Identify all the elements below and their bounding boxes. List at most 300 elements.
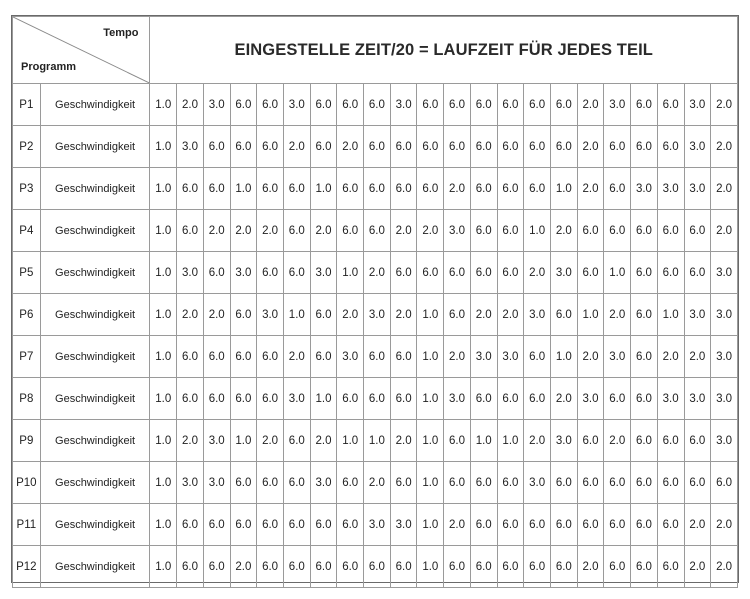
speed-value-cell: 6.0 bbox=[524, 126, 551, 168]
speed-value-cell: 6.0 bbox=[604, 546, 631, 588]
speed-value-cell: 6.0 bbox=[390, 252, 417, 294]
speed-value-cell: 2.0 bbox=[177, 84, 204, 126]
speed-value-cell: 6.0 bbox=[257, 378, 284, 420]
speed-value-cell: 2.0 bbox=[577, 336, 604, 378]
speed-value-cell: 6.0 bbox=[631, 546, 658, 588]
speed-value-cell: 6.0 bbox=[283, 420, 310, 462]
speed-value-cell: 6.0 bbox=[577, 252, 604, 294]
speed-value-cell: 1.0 bbox=[230, 420, 257, 462]
speed-value-cell: 6.0 bbox=[604, 462, 631, 504]
speed-value-cell: 3.0 bbox=[524, 462, 551, 504]
speed-value-cell: 6.0 bbox=[364, 168, 391, 210]
programm-label: Programm bbox=[21, 61, 77, 73]
speed-value-cell: 2.0 bbox=[711, 126, 738, 168]
speed-value-cell: 6.0 bbox=[257, 84, 284, 126]
speed-value-cell: 2.0 bbox=[711, 84, 738, 126]
speed-value-cell: 6.0 bbox=[550, 84, 577, 126]
speed-value-cell: 6.0 bbox=[444, 252, 471, 294]
speed-value-cell: 2.0 bbox=[711, 546, 738, 588]
program-id-cell: P7 bbox=[13, 336, 41, 378]
speed-value-cell: 2.0 bbox=[364, 252, 391, 294]
speed-value-cell: 6.0 bbox=[283, 462, 310, 504]
speed-value-cell: 1.0 bbox=[150, 126, 177, 168]
speed-value-cell: 6.0 bbox=[417, 84, 444, 126]
table-row bbox=[13, 84, 738, 126]
speed-value-cell: 6.0 bbox=[470, 462, 497, 504]
speed-value-cell: 6.0 bbox=[230, 462, 257, 504]
speed-value-cell: 3.0 bbox=[470, 336, 497, 378]
speed-value-cell: 3.0 bbox=[524, 294, 551, 336]
speed-value-cell: 2.0 bbox=[470, 294, 497, 336]
speed-value-cell: 6.0 bbox=[390, 462, 417, 504]
speed-value-cell: 2.0 bbox=[390, 420, 417, 462]
speed-value-cell: 1.0 bbox=[657, 294, 684, 336]
speed-value-cell: 6.0 bbox=[470, 168, 497, 210]
speed-value-cell: 2.0 bbox=[684, 336, 711, 378]
speed-value-cell: 1.0 bbox=[337, 252, 364, 294]
table-row bbox=[13, 504, 738, 546]
speed-value-cell: 6.0 bbox=[203, 126, 230, 168]
speed-value-cell: 6.0 bbox=[470, 378, 497, 420]
speed-value-cell: 6.0 bbox=[524, 378, 551, 420]
speed-value-cell: 6.0 bbox=[283, 546, 310, 588]
speed-value-cell: 3.0 bbox=[203, 420, 230, 462]
speed-value-cell: 6.0 bbox=[657, 210, 684, 252]
speed-value-cell: 2.0 bbox=[444, 168, 471, 210]
program-id-cell: P9 bbox=[13, 420, 41, 462]
speed-value-cell: 3.0 bbox=[310, 462, 337, 504]
row-label-cell: Geschwindigkeit bbox=[40, 84, 150, 126]
speed-value-cell: 1.0 bbox=[150, 84, 177, 126]
speed-value-cell: 6.0 bbox=[657, 252, 684, 294]
speed-value-cell: 6.0 bbox=[631, 420, 658, 462]
row-label-cell: Geschwindigkeit bbox=[40, 168, 150, 210]
speed-value-cell: 3.0 bbox=[177, 126, 204, 168]
program-id-cell: P12 bbox=[13, 546, 41, 588]
speed-value-cell: 6.0 bbox=[550, 546, 577, 588]
speed-value-cell: 2.0 bbox=[177, 294, 204, 336]
speed-value-cell: 6.0 bbox=[631, 504, 658, 546]
speed-value-cell: 2.0 bbox=[257, 210, 284, 252]
speed-value-cell: 3.0 bbox=[257, 294, 284, 336]
program-id-cell: P6 bbox=[13, 294, 41, 336]
speed-value-cell: 6.0 bbox=[364, 378, 391, 420]
speed-value-cell: 1.0 bbox=[417, 378, 444, 420]
speed-value-cell: 2.0 bbox=[550, 378, 577, 420]
speed-value-cell: 3.0 bbox=[550, 420, 577, 462]
speed-value-cell: 2.0 bbox=[577, 84, 604, 126]
speed-value-cell: 6.0 bbox=[577, 504, 604, 546]
speed-value-cell: 3.0 bbox=[283, 84, 310, 126]
speed-value-cell: 6.0 bbox=[497, 504, 524, 546]
speed-value-cell: 6.0 bbox=[337, 546, 364, 588]
speed-value-cell: 6.0 bbox=[364, 126, 391, 168]
speed-value-cell: 3.0 bbox=[684, 168, 711, 210]
table-row bbox=[13, 126, 738, 168]
speed-value-cell: 6.0 bbox=[631, 252, 658, 294]
speed-value-cell: 6.0 bbox=[550, 126, 577, 168]
speed-value-cell: 3.0 bbox=[177, 462, 204, 504]
speed-value-cell: 6.0 bbox=[283, 504, 310, 546]
speed-value-cell: 1.0 bbox=[230, 168, 257, 210]
speed-value-cell: 3.0 bbox=[310, 252, 337, 294]
speed-value-cell: 6.0 bbox=[337, 168, 364, 210]
speed-value-cell: 6.0 bbox=[177, 336, 204, 378]
speed-value-cell: 6.0 bbox=[364, 336, 391, 378]
speed-value-cell: 6.0 bbox=[631, 210, 658, 252]
speed-value-cell: 3.0 bbox=[390, 504, 417, 546]
speed-value-cell: 1.0 bbox=[417, 336, 444, 378]
speed-value-cell: 3.0 bbox=[444, 378, 471, 420]
table-row bbox=[13, 252, 738, 294]
speed-value-cell: 6.0 bbox=[550, 294, 577, 336]
speed-value-cell: 6.0 bbox=[390, 378, 417, 420]
speed-value-cell: 3.0 bbox=[577, 378, 604, 420]
speed-value-cell: 3.0 bbox=[604, 336, 631, 378]
program-id-cell: P2 bbox=[13, 126, 41, 168]
speed-value-cell: 3.0 bbox=[497, 336, 524, 378]
speed-value-cell: 1.0 bbox=[150, 294, 177, 336]
speed-value-cell: 6.0 bbox=[631, 336, 658, 378]
speed-value-cell: 1.0 bbox=[577, 294, 604, 336]
program-id-cell: P5 bbox=[13, 252, 41, 294]
speed-value-cell: 3.0 bbox=[711, 252, 738, 294]
speed-value-cell: 3.0 bbox=[711, 420, 738, 462]
speed-value-cell: 6.0 bbox=[230, 126, 257, 168]
speed-value-cell: 1.0 bbox=[604, 252, 631, 294]
speed-value-cell: 6.0 bbox=[684, 252, 711, 294]
speed-value-cell: 6.0 bbox=[711, 462, 738, 504]
speed-value-cell: 6.0 bbox=[657, 126, 684, 168]
speed-value-cell: 6.0 bbox=[203, 378, 230, 420]
speed-value-cell: 2.0 bbox=[684, 546, 711, 588]
speed-value-cell: 1.0 bbox=[150, 252, 177, 294]
speed-value-cell: 6.0 bbox=[310, 84, 337, 126]
speed-value-cell: 2.0 bbox=[283, 126, 310, 168]
speed-value-cell: 1.0 bbox=[417, 504, 444, 546]
speed-value-cell: 6.0 bbox=[684, 462, 711, 504]
speed-value-cell: 6.0 bbox=[177, 168, 204, 210]
speed-value-cell: 2.0 bbox=[310, 420, 337, 462]
speed-value-cell: 6.0 bbox=[203, 252, 230, 294]
speed-value-cell: 2.0 bbox=[711, 168, 738, 210]
speed-value-cell: 6.0 bbox=[577, 210, 604, 252]
speed-value-cell: 3.0 bbox=[550, 252, 577, 294]
speed-value-cell: 3.0 bbox=[283, 378, 310, 420]
speed-value-cell: 6.0 bbox=[631, 462, 658, 504]
speed-value-cell: 1.0 bbox=[150, 378, 177, 420]
speed-value-cell: 2.0 bbox=[550, 210, 577, 252]
speed-value-cell: 6.0 bbox=[203, 336, 230, 378]
row-label-cell: Geschwindigkeit bbox=[40, 462, 150, 504]
speed-value-cell: 6.0 bbox=[337, 210, 364, 252]
speed-value-cell: 1.0 bbox=[150, 546, 177, 588]
speed-value-cell: 6.0 bbox=[257, 168, 284, 210]
speed-value-cell: 6.0 bbox=[604, 210, 631, 252]
row-label-cell: Geschwindigkeit bbox=[40, 210, 150, 252]
speed-value-cell: 1.0 bbox=[417, 420, 444, 462]
speed-value-cell: 6.0 bbox=[497, 168, 524, 210]
speed-value-cell: 6.0 bbox=[390, 126, 417, 168]
table-title: EINGESTELLE ZEIT/20 = LAUFZEIT FÜR JEDES TEIL bbox=[150, 17, 738, 84]
speed-value-cell: 6.0 bbox=[257, 336, 284, 378]
speed-value-cell: 1.0 bbox=[150, 168, 177, 210]
speed-value-cell: 2.0 bbox=[577, 168, 604, 210]
table-row bbox=[13, 378, 738, 420]
speed-value-cell: 6.0 bbox=[257, 504, 284, 546]
speed-value-cell: 6.0 bbox=[604, 378, 631, 420]
speed-value-cell: 6.0 bbox=[524, 546, 551, 588]
speed-value-cell: 3.0 bbox=[444, 210, 471, 252]
speed-value-cell: 2.0 bbox=[604, 420, 631, 462]
speed-value-cell: 6.0 bbox=[470, 252, 497, 294]
corner-cell bbox=[13, 17, 150, 84]
speed-value-cell: 1.0 bbox=[470, 420, 497, 462]
speed-value-cell: 3.0 bbox=[203, 462, 230, 504]
speed-value-cell: 6.0 bbox=[177, 546, 204, 588]
speed-value-cell: 6.0 bbox=[203, 546, 230, 588]
speed-table bbox=[12, 16, 738, 588]
speed-value-cell: 6.0 bbox=[230, 84, 257, 126]
speed-table-frame bbox=[11, 15, 739, 583]
speed-value-cell: 6.0 bbox=[657, 420, 684, 462]
speed-value-cell: 2.0 bbox=[524, 252, 551, 294]
speed-value-cell: 6.0 bbox=[631, 378, 658, 420]
speed-value-cell: 2.0 bbox=[524, 420, 551, 462]
speed-value-cell: 2.0 bbox=[203, 294, 230, 336]
speed-value-cell: 6.0 bbox=[444, 420, 471, 462]
speed-value-cell: 6.0 bbox=[631, 84, 658, 126]
speed-value-cell: 6.0 bbox=[497, 546, 524, 588]
speed-value-cell: 3.0 bbox=[711, 336, 738, 378]
speed-value-cell: 3.0 bbox=[203, 84, 230, 126]
speed-value-cell: 2.0 bbox=[604, 294, 631, 336]
speed-value-cell: 6.0 bbox=[657, 546, 684, 588]
row-label-cell: Geschwindigkeit bbox=[40, 294, 150, 336]
speed-value-cell: 6.0 bbox=[604, 126, 631, 168]
speed-value-cell: 1.0 bbox=[550, 336, 577, 378]
speed-value-cell: 6.0 bbox=[310, 126, 337, 168]
speed-value-cell: 2.0 bbox=[417, 210, 444, 252]
header-row bbox=[13, 17, 738, 84]
speed-value-cell: 6.0 bbox=[577, 420, 604, 462]
program-id-cell: P1 bbox=[13, 84, 41, 126]
speed-value-cell: 1.0 bbox=[283, 294, 310, 336]
speed-value-cell: 1.0 bbox=[550, 168, 577, 210]
speed-value-cell: 2.0 bbox=[230, 546, 257, 588]
speed-value-cell: 6.0 bbox=[283, 210, 310, 252]
speed-value-cell: 1.0 bbox=[417, 294, 444, 336]
speed-value-cell: 6.0 bbox=[497, 378, 524, 420]
speed-value-cell: 6.0 bbox=[444, 84, 471, 126]
row-label-cell: Geschwindigkeit bbox=[40, 546, 150, 588]
speed-value-cell: 6.0 bbox=[364, 210, 391, 252]
speed-value-cell: 2.0 bbox=[444, 504, 471, 546]
speed-value-cell: 6.0 bbox=[337, 504, 364, 546]
speed-value-cell: 3.0 bbox=[711, 294, 738, 336]
speed-value-cell: 6.0 bbox=[257, 252, 284, 294]
speed-value-cell: 2.0 bbox=[657, 336, 684, 378]
row-label-cell: Geschwindigkeit bbox=[40, 420, 150, 462]
speed-value-cell: 2.0 bbox=[364, 462, 391, 504]
speed-value-cell: 3.0 bbox=[177, 252, 204, 294]
speed-value-cell: 6.0 bbox=[444, 462, 471, 504]
speed-value-cell: 6.0 bbox=[177, 378, 204, 420]
speed-value-cell: 2.0 bbox=[310, 210, 337, 252]
speed-value-cell: 6.0 bbox=[417, 168, 444, 210]
speed-value-cell: 6.0 bbox=[604, 168, 631, 210]
speed-value-cell: 1.0 bbox=[524, 210, 551, 252]
speed-value-cell: 6.0 bbox=[657, 462, 684, 504]
speed-value-cell: 6.0 bbox=[337, 84, 364, 126]
speed-value-cell: 2.0 bbox=[283, 336, 310, 378]
speed-value-cell: 2.0 bbox=[711, 504, 738, 546]
speed-value-cell: 3.0 bbox=[337, 336, 364, 378]
speed-value-cell: 6.0 bbox=[310, 504, 337, 546]
speed-value-cell: 6.0 bbox=[524, 84, 551, 126]
speed-value-cell: 2.0 bbox=[390, 210, 417, 252]
speed-value-cell: 6.0 bbox=[310, 336, 337, 378]
speed-value-cell: 6.0 bbox=[337, 378, 364, 420]
speed-value-cell: 6.0 bbox=[310, 546, 337, 588]
speed-value-cell: 6.0 bbox=[177, 210, 204, 252]
program-id-cell: P8 bbox=[13, 378, 41, 420]
speed-value-cell: 1.0 bbox=[150, 462, 177, 504]
speed-value-cell: 6.0 bbox=[230, 294, 257, 336]
speed-value-cell: 3.0 bbox=[711, 378, 738, 420]
speed-value-cell: 6.0 bbox=[684, 210, 711, 252]
row-label-cell: Geschwindigkeit bbox=[40, 378, 150, 420]
program-id-cell: P10 bbox=[13, 462, 41, 504]
speed-value-cell: 6.0 bbox=[283, 168, 310, 210]
speed-value-cell: 6.0 bbox=[337, 462, 364, 504]
speed-value-cell: 3.0 bbox=[364, 294, 391, 336]
speed-value-cell: 2.0 bbox=[337, 294, 364, 336]
speed-value-cell: 2.0 bbox=[230, 210, 257, 252]
speed-value-cell: 6.0 bbox=[497, 462, 524, 504]
speed-value-cell: 6.0 bbox=[470, 546, 497, 588]
table-row bbox=[13, 420, 738, 462]
speed-value-cell: 6.0 bbox=[497, 126, 524, 168]
speed-value-cell: 6.0 bbox=[497, 84, 524, 126]
speed-value-cell: 6.0 bbox=[684, 420, 711, 462]
speed-value-cell: 6.0 bbox=[657, 84, 684, 126]
speed-value-cell: 6.0 bbox=[470, 84, 497, 126]
speed-value-cell: 2.0 bbox=[177, 420, 204, 462]
speed-value-cell: 6.0 bbox=[390, 168, 417, 210]
speed-value-cell: 6.0 bbox=[257, 126, 284, 168]
speed-value-cell: 6.0 bbox=[524, 504, 551, 546]
row-label-cell: Geschwindigkeit bbox=[40, 504, 150, 546]
speed-value-cell: 6.0 bbox=[524, 336, 551, 378]
speed-value-cell: 6.0 bbox=[497, 252, 524, 294]
speed-value-cell: 6.0 bbox=[257, 546, 284, 588]
row-label-cell: Geschwindigkeit bbox=[40, 252, 150, 294]
speed-value-cell: 3.0 bbox=[230, 252, 257, 294]
row-label-cell: Geschwindigkeit bbox=[40, 336, 150, 378]
speed-value-cell: 6.0 bbox=[177, 504, 204, 546]
speed-value-cell: 2.0 bbox=[497, 294, 524, 336]
speed-value-cell: 6.0 bbox=[364, 546, 391, 588]
speed-value-cell: 6.0 bbox=[257, 462, 284, 504]
speed-value-cell: 6.0 bbox=[470, 126, 497, 168]
speed-value-cell: 6.0 bbox=[470, 504, 497, 546]
speed-value-cell: 3.0 bbox=[684, 84, 711, 126]
speed-value-cell: 6.0 bbox=[203, 504, 230, 546]
speed-value-cell: 1.0 bbox=[337, 420, 364, 462]
speed-value-cell: 2.0 bbox=[577, 126, 604, 168]
program-id-cell: P11 bbox=[13, 504, 41, 546]
speed-value-cell: 6.0 bbox=[364, 84, 391, 126]
speed-value-cell: 2.0 bbox=[577, 546, 604, 588]
speed-value-cell: 6.0 bbox=[444, 126, 471, 168]
table-row bbox=[13, 294, 738, 336]
speed-value-cell: 6.0 bbox=[444, 546, 471, 588]
table-row bbox=[13, 210, 738, 252]
speed-value-cell: 6.0 bbox=[497, 210, 524, 252]
speed-value-cell: 2.0 bbox=[203, 210, 230, 252]
speed-value-cell: 6.0 bbox=[577, 462, 604, 504]
speed-value-cell: 1.0 bbox=[150, 210, 177, 252]
speed-value-cell: 3.0 bbox=[657, 168, 684, 210]
speed-value-cell: 3.0 bbox=[364, 504, 391, 546]
speed-value-cell: 1.0 bbox=[310, 168, 337, 210]
speed-value-cell: 2.0 bbox=[684, 504, 711, 546]
speed-value-cell: 1.0 bbox=[497, 420, 524, 462]
speed-value-cell: 6.0 bbox=[230, 378, 257, 420]
speed-value-cell: 6.0 bbox=[417, 126, 444, 168]
speed-value-cell: 1.0 bbox=[417, 462, 444, 504]
speed-value-cell: 2.0 bbox=[257, 420, 284, 462]
speed-value-cell: 3.0 bbox=[684, 126, 711, 168]
speed-value-cell: 3.0 bbox=[684, 378, 711, 420]
speed-value-cell: 2.0 bbox=[337, 126, 364, 168]
speed-value-cell: 6.0 bbox=[550, 462, 577, 504]
speed-value-cell: 6.0 bbox=[470, 210, 497, 252]
speed-value-cell: 1.0 bbox=[417, 546, 444, 588]
speed-value-cell: 3.0 bbox=[390, 84, 417, 126]
speed-value-cell: 6.0 bbox=[631, 294, 658, 336]
speed-value-cell: 6.0 bbox=[524, 168, 551, 210]
speed-value-cell: 2.0 bbox=[444, 336, 471, 378]
speed-value-cell: 6.0 bbox=[230, 504, 257, 546]
speed-value-cell: 2.0 bbox=[390, 294, 417, 336]
speed-value-cell: 6.0 bbox=[230, 336, 257, 378]
speed-value-cell: 6.0 bbox=[550, 504, 577, 546]
speed-value-cell: 3.0 bbox=[684, 294, 711, 336]
speed-value-cell: 1.0 bbox=[310, 378, 337, 420]
speed-value-cell: 6.0 bbox=[283, 252, 310, 294]
speed-value-cell: 6.0 bbox=[444, 294, 471, 336]
table-row bbox=[13, 546, 738, 588]
speed-value-cell: 3.0 bbox=[657, 378, 684, 420]
row-label-cell: Geschwindigkeit bbox=[40, 126, 150, 168]
speed-value-cell: 3.0 bbox=[604, 84, 631, 126]
table-row bbox=[13, 168, 738, 210]
tempo-label: Tempo bbox=[103, 27, 139, 39]
speed-value-cell: 1.0 bbox=[150, 504, 177, 546]
speed-value-cell: 1.0 bbox=[364, 420, 391, 462]
speed-value-cell: 6.0 bbox=[417, 252, 444, 294]
table-row bbox=[13, 462, 738, 504]
speed-value-cell: 6.0 bbox=[390, 546, 417, 588]
program-id-cell: P3 bbox=[13, 168, 41, 210]
speed-value-cell: 3.0 bbox=[631, 168, 658, 210]
speed-value-cell: 1.0 bbox=[150, 336, 177, 378]
speed-value-cell: 2.0 bbox=[711, 210, 738, 252]
speed-value-cell: 1.0 bbox=[150, 420, 177, 462]
program-id-cell: P4 bbox=[13, 210, 41, 252]
